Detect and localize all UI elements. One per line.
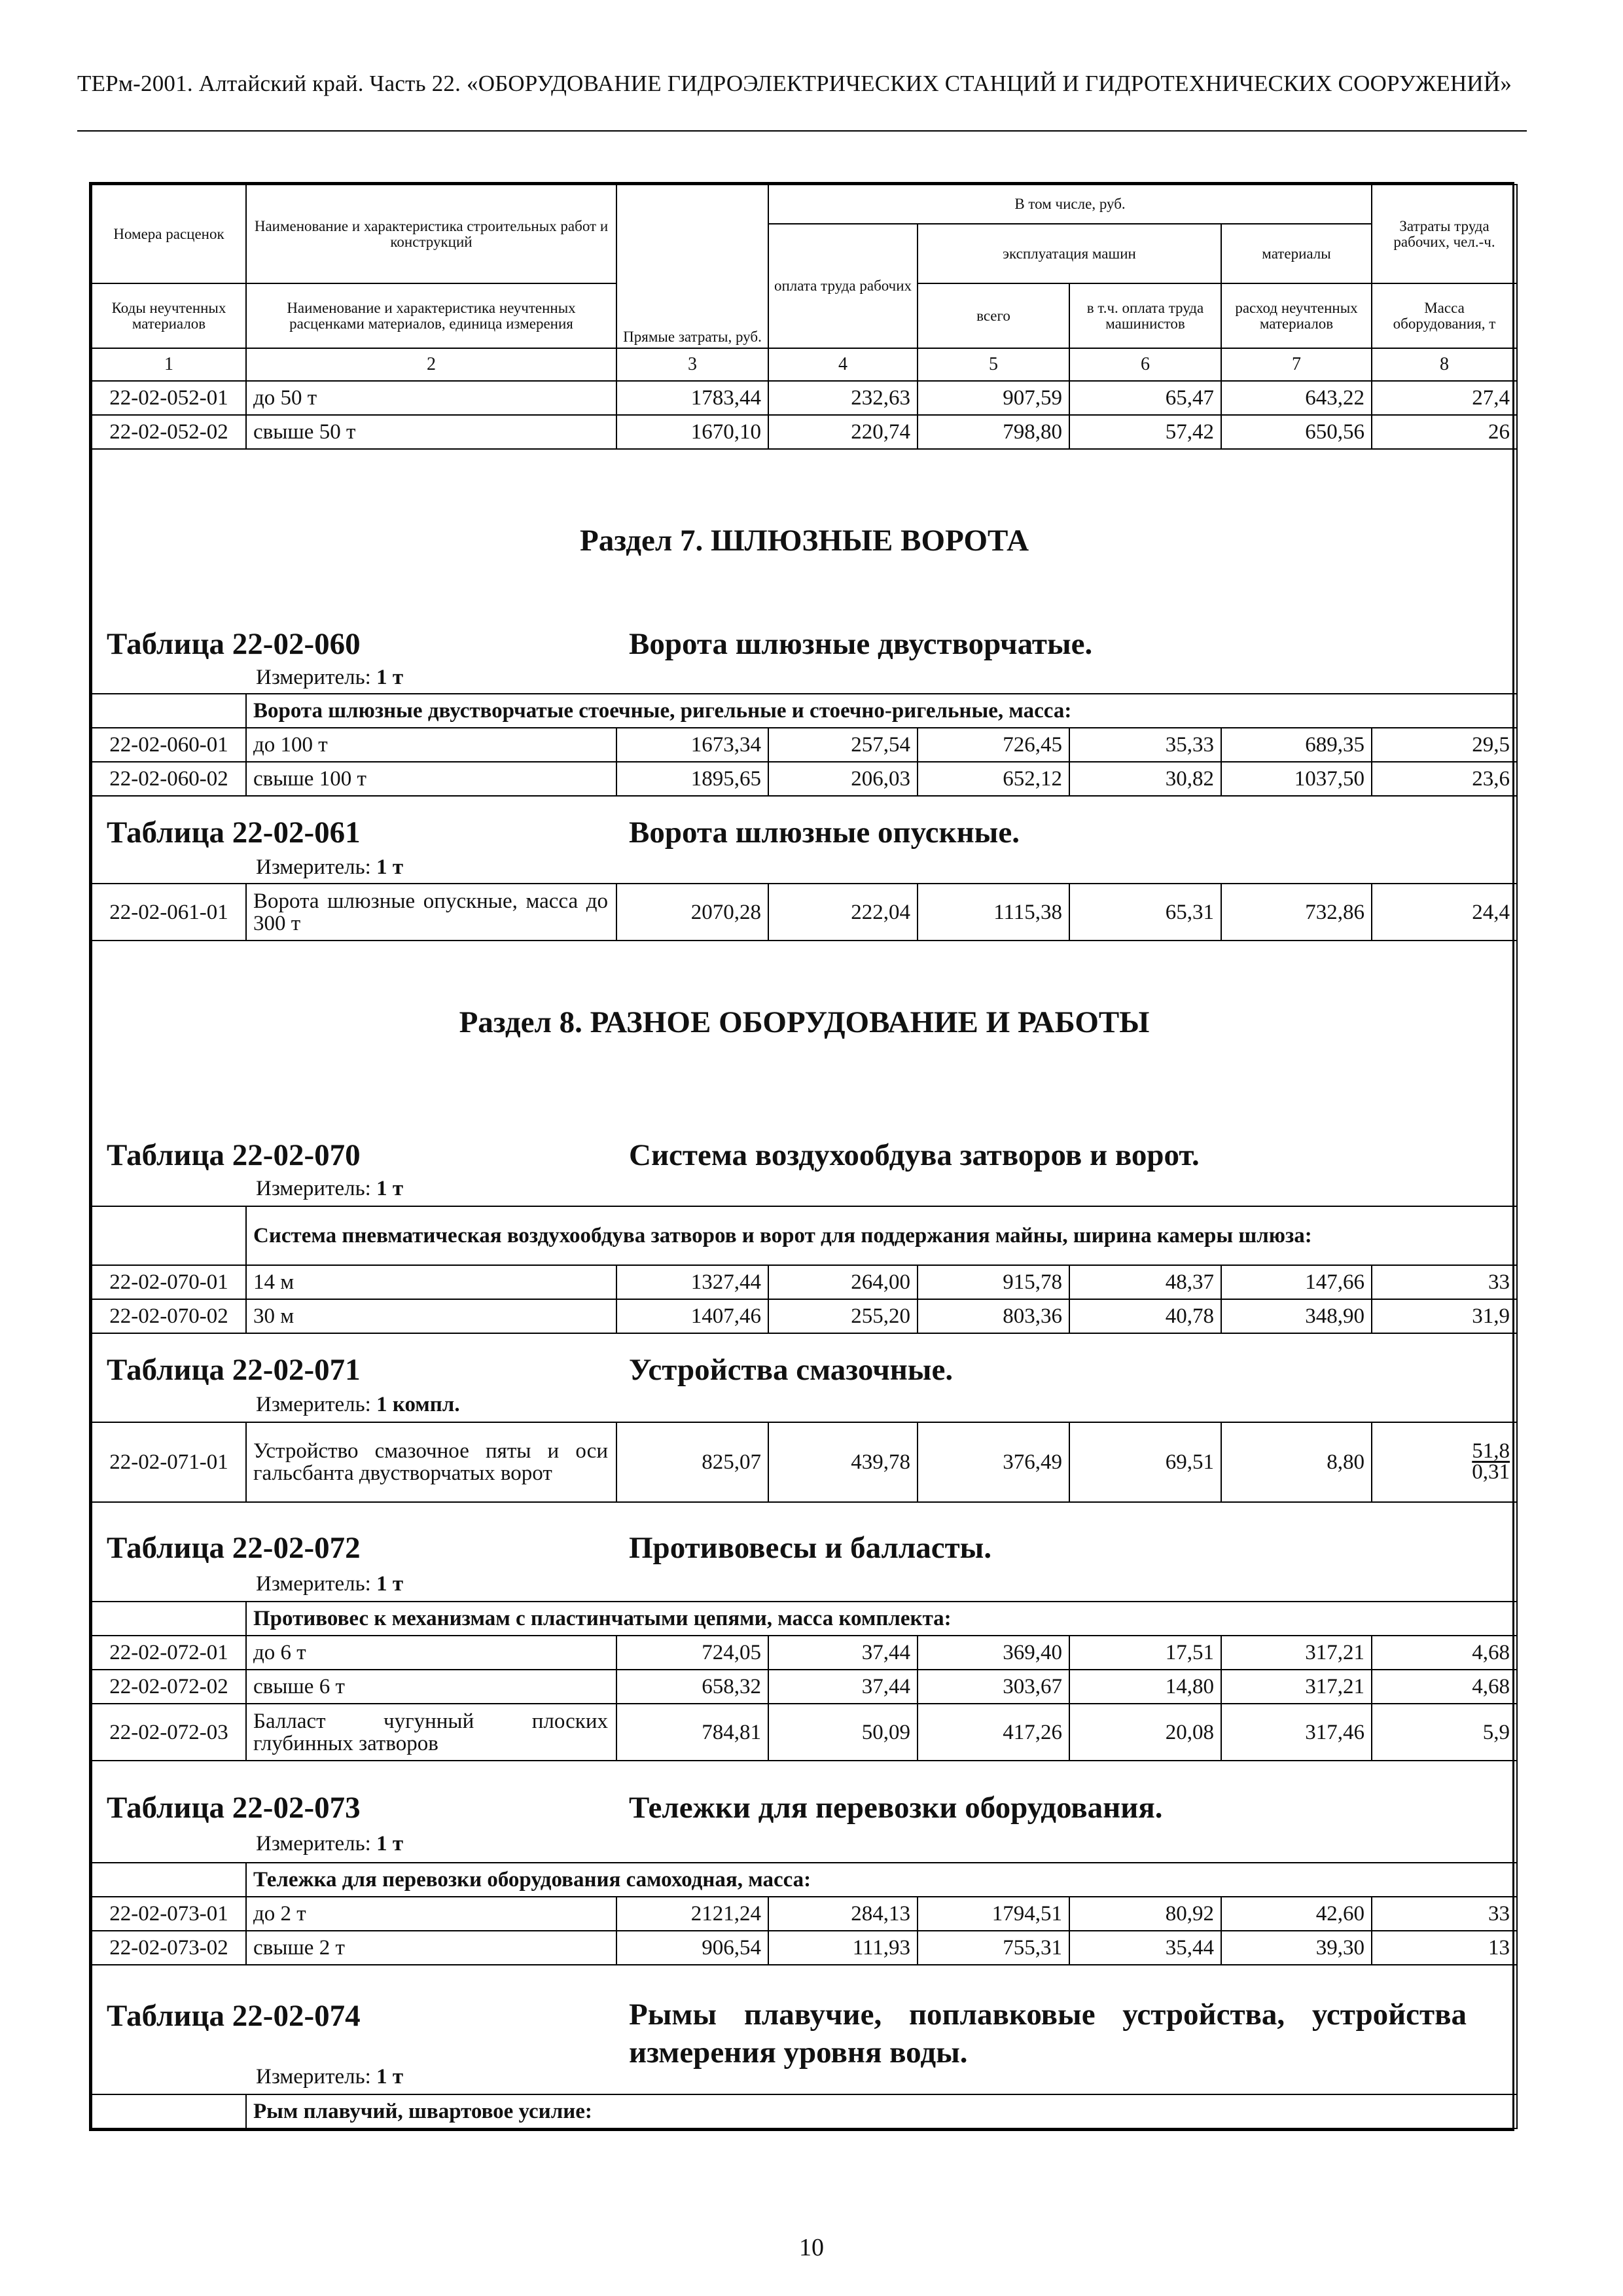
column-numbers-row [92,348,1517,381]
machines-total: 369,40 [918,1636,1069,1670]
operator-pay: 35,33 [1069,728,1221,762]
table-number: Таблица 22-02-061 [107,816,361,850]
worker-pay: 439,78 [768,1422,918,1502]
header-machine-operation: эксплуатация машин [918,224,1221,283]
direct-costs: 1783,44 [616,381,768,415]
rate-code: 22-02-060-01 [92,728,246,762]
header-materials: материалы [1221,224,1372,283]
subheader-text: Система пневматическая воздухообдува затворов и ворот для поддержания майны, ширина камеры шлюза: [246,1206,1517,1265]
rate-name: до 50 т [246,381,616,415]
rate-code: 22-02-070-01 [92,1265,246,1299]
machines-total: 652,12 [918,762,1069,796]
table-number: Таблица 22-02-070 [107,1138,361,1172]
table-number: Таблица 22-02-060 [107,627,361,661]
measure-unit: Измеритель: 1 компл. [256,1393,460,1416]
materials-cost: 348,90 [1221,1299,1372,1333]
table-number: Таблица 22-02-074 [107,1999,361,2033]
table-row [92,728,1517,762]
labor-cost: 5,9 [1372,1704,1517,1761]
operator-pay: 69,51 [1069,1422,1221,1502]
direct-costs: 2070,28 [616,884,768,941]
rate-code: 22-02-060-02 [92,762,246,796]
operator-pay: 48,37 [1069,1265,1221,1299]
header-material-names: Наименование и характеристика неучтенных расценками материалов, единица измерения [246,283,616,348]
running-title: ТЕРм-2001. Алтайский край. Часть 22. «ОБОРУДОВАНИЕ ГИДРОЭЛЕКТРИЧЕСКИХ СТАНЦИЙ И ГИДРОТЕХНИЧЕСКИХ СООРУЖЕНИЙ» [77,71,1512,96]
operator-pay: 65,47 [1069,381,1221,415]
subheader-row [92,1602,1517,1636]
table-row [92,381,1517,415]
rate-code: 22-02-073-01 [92,1897,246,1931]
measure-unit: Измеритель: 1 т [256,1177,404,1200]
direct-costs: 784,81 [616,1704,768,1761]
operator-pay: 57,42 [1069,415,1221,449]
operator-pay: 30,82 [1069,762,1221,796]
column-number: 1 [92,348,246,381]
subheader-text: Противовес к механизмам с пластинчатыми цепями, масса комплекта: [246,1602,1517,1636]
materials-cost: 39,30 [1221,1931,1372,1965]
table-name: Рымы плавучие, поплавковые устройства, устройства измерения уровня воды. [629,1998,1467,2070]
rate-name: Ворота шлюзные опускные, масса до 300 т [246,884,616,941]
rate-name: свыше 6 т [246,1670,616,1704]
table-name: Ворота шлюзные двустворчатые. [629,627,1093,661]
table-row [92,1931,1517,1965]
labor-cost: 4,68 [1372,1670,1517,1704]
materials-cost: 147,66 [1221,1265,1372,1299]
labor-cost: 4,68 [1372,1636,1517,1670]
section-title: Раздел 8. РАЗНОЕ ОБОРУДОВАНИЕ И РАБОТЫ [92,941,1517,1136]
worker-pay: 111,93 [768,1931,918,1965]
rate-name: до 100 т [246,728,616,762]
header-rule [77,130,1527,132]
rate-code: 22-02-072-03 [92,1704,246,1761]
worker-pay: 264,00 [768,1265,918,1299]
rate-code: 22-02-072-02 [92,1670,246,1704]
labor-cost: 13 [1372,1931,1517,1965]
worker-pay: 37,44 [768,1636,918,1670]
header-operator-pay: в т.ч. оплата труда машинистов [1069,283,1221,348]
rate-code: 22-02-061-01 [92,884,246,941]
rate-name: свыше 2 т [246,1931,616,1965]
header-including: В том числе, руб. [768,185,1372,224]
materials-cost: 317,46 [1221,1704,1372,1761]
page-number: 10 [799,2234,824,2261]
operator-pay: 17,51 [1069,1636,1221,1670]
machines-total: 798,80 [918,415,1069,449]
table-title-070 [92,1136,1517,1206]
column-number: 6 [1069,348,1221,381]
header-row-1 [92,185,1517,224]
header-labor-cost: Затраты труда рабочих, чел.-ч. [1372,185,1517,283]
worker-pay: 257,54 [768,728,918,762]
materials-cost: 689,35 [1221,728,1372,762]
measure-unit: Измеритель: 1 т [256,855,404,879]
column-number: 5 [918,348,1069,381]
table-row [92,1422,1517,1502]
table-number: Таблица 22-02-073 [107,1791,361,1825]
machines-total: 1115,38 [918,884,1069,941]
table-row [92,1704,1517,1761]
machines-total: 907,59 [918,381,1069,415]
subheader-row [92,1206,1517,1265]
table-row [92,1299,1517,1333]
machines-total: 915,78 [918,1265,1069,1299]
direct-costs: 1407,46 [616,1299,768,1333]
table-name: Тележки для перевозки оборудования. [629,1791,1163,1825]
worker-pay: 222,04 [768,884,918,941]
direct-costs: 2121,24 [616,1897,768,1931]
direct-costs: 724,05 [616,1636,768,1670]
header-material-use: расход неучтенных материалов [1221,283,1372,348]
table-title-072 [92,1502,1517,1602]
subheader-text: Тележка для перевозки оборудования самоходная, масса: [246,1863,1517,1897]
machines-total: 803,36 [918,1299,1069,1333]
worker-pay: 255,20 [768,1299,918,1333]
labor-cost: 29,5 [1372,728,1517,762]
machines-total: 726,45 [918,728,1069,762]
worker-pay: 50,09 [768,1704,918,1761]
table-name: Ворота шлюзные опускные. [629,816,1020,850]
materials-cost: 317,21 [1221,1636,1372,1670]
table-row [92,1636,1517,1670]
table-number: Таблица 22-02-072 [107,1531,361,1565]
section-title: Раздел 7. ШЛЮЗНЫЕ ВОРОТА [92,449,1517,625]
column-number: 8 [1372,348,1517,381]
measure-unit: Измеритель: 1 т [256,1572,404,1596]
machines-total: 1794,51 [918,1897,1069,1931]
header-work-name: Наименование и характеристика строительных работ и конструкций [246,185,616,283]
header-material-codes: Коды неучтенных материалов [92,283,246,348]
labor-cost: 23,6 [1372,762,1517,796]
subheader-row [92,1863,1517,1897]
table-row [92,884,1517,941]
rate-name: 30 м [246,1299,616,1333]
rates-sheet [89,182,1514,2131]
table-title-071 [92,1333,1517,1422]
table-row [92,415,1517,449]
worker-pay: 220,74 [768,415,918,449]
materials-cost: 1037,50 [1221,762,1372,796]
machines-total: 755,31 [918,1931,1069,1965]
materials-cost: 650,56 [1221,415,1372,449]
section-7 [92,449,1517,625]
table-row [92,1670,1517,1704]
table-row [92,1897,1517,1931]
materials-cost: 317,21 [1221,1670,1372,1704]
direct-costs: 1327,44 [616,1265,768,1299]
labor-cost: 26 [1372,415,1517,449]
rates-table [91,184,1518,2129]
equipment-mass: 0,31 [1472,1460,1510,1484]
table-row [92,1265,1517,1299]
materials-cost: 643,22 [1221,381,1372,415]
rate-name: свыше 100 т [246,762,616,796]
measure-unit: Измеритель: 1 т [256,666,404,689]
subheader-row [92,2094,1517,2128]
header-worker-pay: оплата труда рабочих [768,224,918,348]
section-8 [92,941,1517,1136]
table-number: Таблица 22-02-071 [107,1353,361,1387]
rate-name: Балласт чугунный плоских глубинных затворов [246,1704,616,1761]
table-name: Противовесы и балласты. [629,1531,992,1565]
column-number: 4 [768,348,918,381]
header-total: всего [918,283,1069,348]
labor-cost: 31,9 [1372,1299,1517,1333]
operator-pay: 20,08 [1069,1704,1221,1761]
rate-code: 22-02-052-01 [92,381,246,415]
materials-cost: 732,86 [1221,884,1372,941]
direct-costs: 825,07 [616,1422,768,1502]
measure-unit: Измеритель: 1 т [256,2065,404,2089]
rate-name: Устройство смазочное пяты и оси гальсбанта двустворчатых ворот [246,1422,616,1502]
rate-code: 22-02-052-02 [92,415,246,449]
labor-cost: 33 [1372,1897,1517,1931]
worker-pay: 206,03 [768,762,918,796]
direct-costs: 1670,10 [616,415,768,449]
labor-cost: 24,4 [1372,884,1517,941]
table-title-074 [92,1965,1517,2094]
worker-pay: 37,44 [768,1670,918,1704]
column-number: 3 [616,348,768,381]
labor-cost: 51,8 [1472,1439,1510,1463]
machines-total: 303,67 [918,1670,1069,1704]
subheader-row [92,694,1517,728]
column-number: 7 [1221,348,1372,381]
worker-pay: 232,63 [768,381,918,415]
table-name: Устройства смазочные. [629,1353,954,1387]
worker-pay: 284,13 [768,1897,918,1931]
rate-name: 14 м [246,1265,616,1299]
rate-code: 22-02-073-02 [92,1931,246,1965]
header-equipment-mass: Масса оборудования, т [1372,283,1517,348]
rate-code: 22-02-072-01 [92,1636,246,1670]
materials-cost: 42,60 [1221,1897,1372,1931]
table-title-073 [92,1761,1517,1863]
subheader-text: Ворота шлюзные двустворчатые стоечные, ригельные и стоечно-ригельные, масса: [246,694,1517,728]
rate-code: 22-02-071-01 [92,1422,246,1502]
machines-total: 376,49 [918,1422,1069,1502]
direct-costs: 906,54 [616,1931,768,1965]
direct-costs: 1895,65 [616,762,768,796]
labor-and-mass [1372,1422,1517,1502]
labor-cost: 27,4 [1372,381,1517,415]
measure-unit: Измеритель: 1 т [256,1832,404,1856]
rate-name: свыше 50 т [246,415,616,449]
rate-name: до 2 т [246,1897,616,1931]
direct-costs: 658,32 [616,1670,768,1704]
column-number: 2 [246,348,616,381]
table-title-060 [92,625,1517,694]
rate-name: до 6 т [246,1636,616,1670]
materials-cost: 8,80 [1221,1422,1372,1502]
header-rate-numbers: Номера расценок [92,185,246,283]
machines-total: 417,26 [918,1704,1069,1761]
header-direct-costs: Прямые затраты, руб. [616,185,768,348]
table-title-061 [92,796,1517,884]
subheader-text: Рым плавучий, швартовое усилие: [246,2094,1517,2128]
operator-pay: 14,80 [1069,1670,1221,1704]
direct-costs: 1673,34 [616,728,768,762]
operator-pay: 35,44 [1069,1931,1221,1965]
rate-code: 22-02-070-02 [92,1299,246,1333]
table-name: Система воздухообдува затворов и ворот. [629,1138,1200,1172]
operator-pay: 65,31 [1069,884,1221,941]
table-row [92,762,1517,796]
labor-cost: 33 [1372,1265,1517,1299]
operator-pay: 40,78 [1069,1299,1221,1333]
operator-pay: 80,92 [1069,1897,1221,1931]
